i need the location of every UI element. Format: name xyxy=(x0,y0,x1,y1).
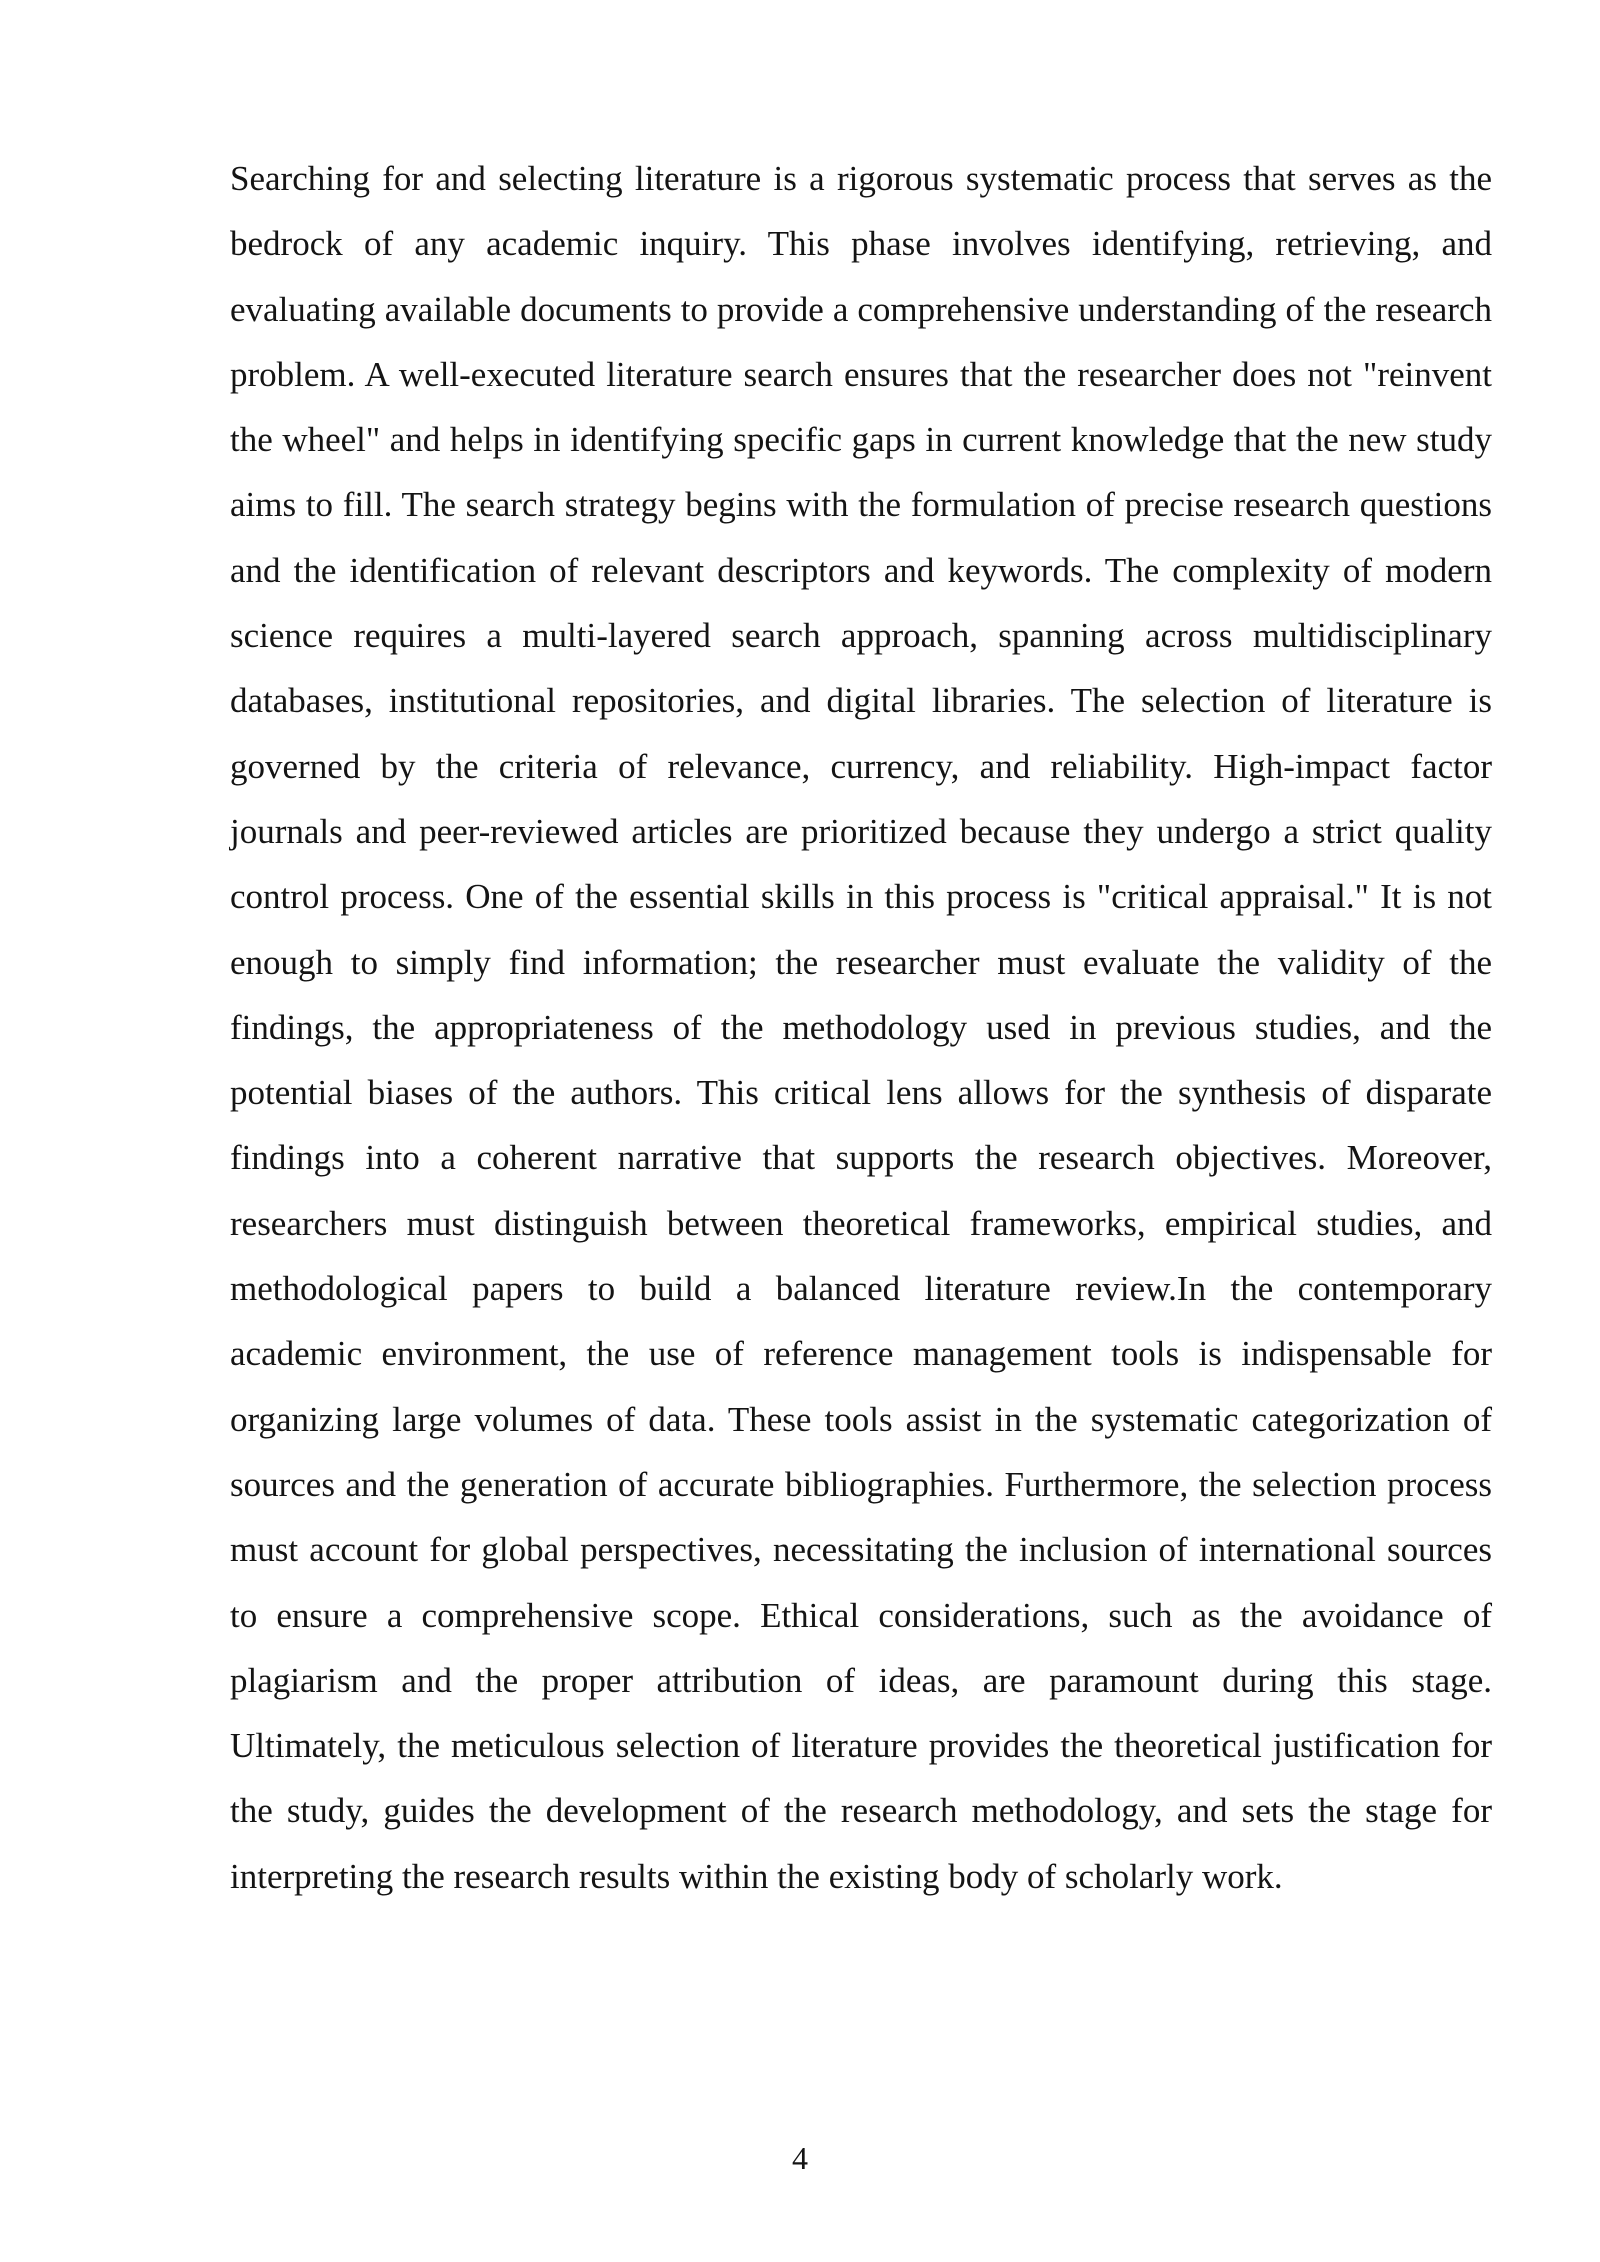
page-number: 4 xyxy=(792,2140,808,2176)
body-paragraph: Searching for and selecting literature is a rigorous systematic process that serves as the bedrock of any academic inquiry. This phase involves identifying, retrieving, and evaluating available documents to provide a comprehensive understanding of the research problem. A well-executed literature search ensures that the researcher does not "reinvent the wheel" and helps in identifying specific gaps in current knowledge that the new study aims to fill. The search strategy begins with the formulation of precise research questions and the identification of relevant descriptors and keywords. The complexity of modern science requires a multi-layered search approach, spanning across multidisciplinary databases, institutional repositories, and digital libraries. The selection of literature is governed by the criteria of relevance, currency, and reliability. High-impact factor journals and peer-reviewed articles are prioritized because they undergo a strict quality control process. One of the essential skills in this process is "critical appraisal." It is not enough to simply find information; the researcher must evaluate the validity of the findings, the appropriateness of the methodology used in previous studies, and the potential biases of the authors. This critical lens allows for the synthesis of disparate findings into a coherent narrative that supports the research objectives. Moreover, researchers must distinguish between theoretical frameworks, empirical studies, and methodological papers to build a balanced literature review.In the contemporary academic environment, the use of reference management tools is indispensable for organizing large volumes of data. These tools assist in the systematic categorization of sources and the generation of accurate bibliographies. Furthermore, the selection process must account for global perspectives, necessitating the inclusion of international sources to ensure a comprehensive scope. Ethical considerations, such as the avoidance of plagiarism and the proper attribution of ideas, are paramount during this stage. Ultimately, the meticulous selection of literature provides the theoretical justification for the study, guides the development of the research methodology, and sets the stage for interpreting the research results within the existing body of scholarly work. xyxy=(230,159,1492,1896)
